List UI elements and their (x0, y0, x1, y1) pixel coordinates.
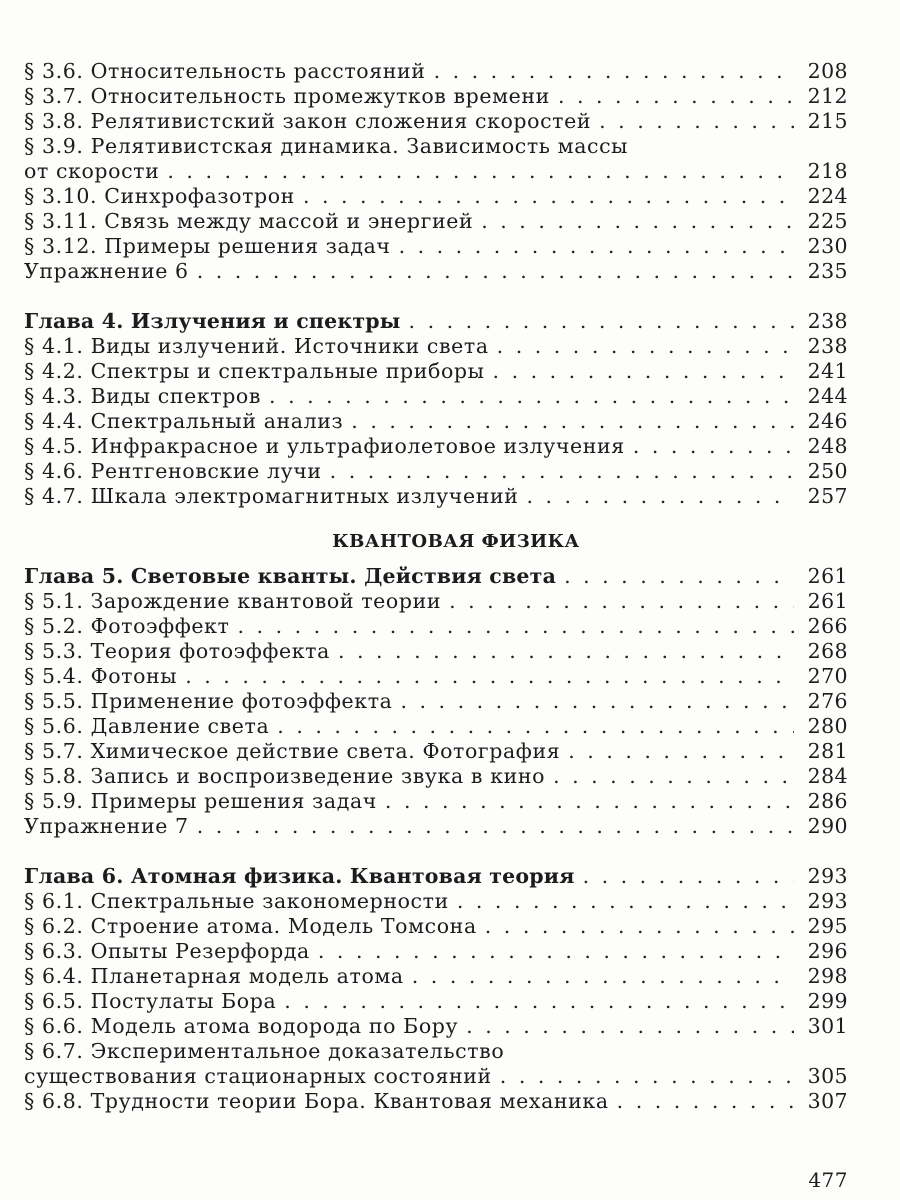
toc-entry-page: 246 (807, 409, 848, 433)
toc-group (24, 564, 848, 839)
toc-entry[interactable] (24, 814, 848, 839)
dot-leader (526, 484, 794, 509)
toc-entry[interactable] (24, 259, 848, 284)
group-spacer (24, 284, 848, 309)
toc-entry-page: 208 (807, 59, 848, 83)
toc-entry-page: 257 (807, 484, 848, 508)
toc-entry-page: 290 (807, 814, 848, 838)
toc-entry-title: § 5.6. Давление света (24, 714, 270, 738)
toc-entry-page: 224 (807, 184, 848, 208)
toc-entry-page: 230 (807, 234, 848, 258)
toc-entry-title: § 6.1. Спектральные закономерности (24, 889, 449, 913)
toc-entry-page: 284 (807, 764, 848, 788)
chapter-heading-title: Глава 5. Световые кванты. Действия света (24, 564, 557, 588)
group-spacer (24, 839, 848, 864)
chapter-heading[interactable] (24, 309, 848, 334)
toc-entry-continuation-page: 218 (807, 159, 848, 183)
toc-entry-title: § 3.6. Относительность расстояний (24, 59, 426, 83)
toc-entry-page: 276 (807, 689, 848, 713)
toc-entry-title: § 5.8. Запись и воспроизведение звука в кино (24, 764, 546, 788)
toc-entry-title: § 6.2. Строение атома. Модель Томсона (24, 914, 477, 938)
dot-leader (400, 689, 794, 714)
dot-leader (500, 1064, 794, 1089)
dot-leader (318, 939, 794, 964)
toc-entry-title: Упражнение 6 (24, 259, 189, 283)
toc-entry-continuation[interactable] (24, 1064, 848, 1089)
dot-leader (338, 639, 794, 664)
toc-entry[interactable] (24, 484, 848, 509)
toc-entry-page: 270 (807, 664, 848, 688)
toc-entry-continuation[interactable] (24, 159, 848, 184)
toc-entry-title: § 3.9. Релятивистская динамика. Зависимость массы (24, 134, 629, 158)
toc-entry[interactable] (24, 109, 848, 134)
toc-entry-page: 241 (807, 359, 848, 383)
toc-entry-page: 225 (807, 209, 848, 233)
toc-entry-title: § 3.7. Относительность промежутков времени (24, 84, 550, 108)
toc-entry-page: 238 (807, 334, 848, 358)
toc-entry-page: 215 (807, 109, 848, 133)
toc-entry-continuation-title: от скорости (24, 159, 160, 183)
toc-entry[interactable] (24, 334, 848, 359)
toc-entry[interactable] (24, 434, 848, 459)
toc-entry-continuation-title: существования стационарных состояний (24, 1064, 492, 1088)
toc-entry-page: 250 (807, 459, 848, 483)
toc-entry[interactable] (24, 989, 848, 1014)
dot-leader (583, 864, 794, 889)
dot-leader (568, 739, 794, 764)
toc-entry-title: § 6.8. Трудности теории Бора. Квантовая механика (24, 1089, 609, 1113)
toc-entry-title: § 6.6. Модель атома водорода по Бору (24, 1014, 459, 1038)
toc-entry[interactable] (24, 664, 848, 689)
toc-entry-page: 268 (807, 639, 848, 663)
toc-entry[interactable] (24, 234, 848, 259)
toc-entry[interactable] (24, 889, 848, 914)
toc-entry[interactable] (24, 384, 848, 409)
toc-entry[interactable] (24, 639, 848, 664)
dot-leader (599, 109, 794, 134)
dot-leader (497, 334, 794, 359)
chapter-heading[interactable] (24, 564, 848, 589)
toc-entry-title: § 4.5. Инфракрасное и ультрафиолетовое излучения (24, 434, 625, 458)
chapter-heading-page: 293 (807, 864, 848, 888)
toc-entry[interactable] (24, 1039, 848, 1064)
toc-entry[interactable] (24, 789, 848, 814)
toc-entry-title: § 4.3. Виды спектров (24, 384, 262, 408)
dot-leader (197, 814, 794, 839)
chapter-heading[interactable] (24, 864, 848, 889)
toc-entry-title: § 6.5. Постулаты Бора (24, 989, 277, 1013)
toc-entry[interactable] (24, 409, 848, 434)
dot-leader (197, 259, 794, 284)
dot-leader (238, 614, 794, 639)
dot-leader (185, 664, 794, 689)
dot-leader (385, 789, 794, 814)
toc-entry-title: Упражнение 7 (24, 814, 189, 838)
toc-entry-title: § 5.2. Фотоэффект (24, 614, 230, 638)
toc-entry-page: 286 (807, 789, 848, 813)
toc-entry[interactable] (24, 134, 848, 159)
toc-entry[interactable] (24, 459, 848, 484)
dot-leader (564, 564, 794, 589)
dot-leader (449, 589, 794, 614)
toc-entry-title: § 5.3. Теория фотоэффекта (24, 639, 330, 663)
toc-entry[interactable] (24, 964, 848, 989)
dot-leader (466, 1014, 794, 1039)
toc-entry-title: § 3.10. Синхрофазотрон (24, 184, 295, 208)
toc-entry-page: 299 (807, 989, 848, 1013)
toc-entry[interactable] (24, 589, 848, 614)
dot-leader (284, 989, 794, 1014)
toc-group (24, 284, 848, 509)
toc-entry[interactable] (24, 914, 848, 939)
toc-entry-page: 296 (807, 939, 848, 963)
toc-entry-title: § 6.3. Опыты Резерфорда (24, 939, 310, 963)
toc-entry-page: 244 (807, 384, 848, 408)
dot-leader (399, 234, 794, 259)
dot-leader (269, 384, 794, 409)
toc-entry-title: § 3.8. Релятивистский закон сложения скоростей (24, 109, 592, 133)
toc-group (24, 59, 848, 284)
toc-entry-page: 281 (807, 739, 848, 763)
dot-leader (558, 84, 794, 109)
dot-leader (633, 434, 794, 459)
dot-leader (409, 309, 794, 334)
toc-entry[interactable] (24, 739, 848, 764)
toc-entry-title: § 5.1. Зарождение квантовой теории (24, 589, 442, 613)
dot-leader (457, 889, 794, 914)
toc-entry-page: 301 (807, 1014, 848, 1038)
toc-entry-page: 235 (807, 259, 848, 283)
toc-entry-title: § 4.6. Рентгеновские лучи (24, 459, 322, 483)
toc-entry-title: § 5.7. Химическое действие света. Фотография (24, 739, 561, 763)
toc-entry-title: § 3.12. Примеры решения задач (24, 234, 391, 258)
toc-entry[interactable] (24, 59, 848, 84)
chapter-heading-title: Глава 6. Атомная физика. Квантовая теория (24, 864, 575, 888)
toc-entry[interactable] (24, 764, 848, 789)
dot-leader (481, 209, 794, 234)
section-title: КВАНТОВАЯ ФИЗИКА (332, 531, 580, 552)
chapter-heading-page: 238 (807, 309, 848, 333)
toc-entry-page: 293 (807, 889, 848, 913)
toc-entry-title: § 4.4. Спектральный анализ (24, 409, 344, 433)
toc-entry-page: 307 (807, 1089, 848, 1113)
toc-entry-title: § 6.4. Планетарная модель атома (24, 964, 404, 988)
dot-leader (493, 359, 794, 384)
toc-entry[interactable] (24, 614, 848, 639)
page-number: 477 (808, 1168, 848, 1192)
toc-entry[interactable] (24, 209, 848, 234)
dot-leader (617, 1089, 794, 1114)
toc-entry-title: § 4.2. Спектры и спектральные приборы (24, 359, 485, 383)
dot-leader (277, 714, 794, 739)
toc-entry-title: § 3.11. Связь между массой и энергией (24, 209, 474, 233)
toc-entry-page: 266 (807, 614, 848, 638)
toc-entry-title: § 6.7. Экспериментальное доказательство (24, 1039, 505, 1063)
toc-entry[interactable] (24, 184, 848, 209)
toc-entry-page: 280 (807, 714, 848, 738)
toc-entry[interactable] (24, 1014, 848, 1039)
toc-entry-page: 248 (807, 434, 848, 458)
toc-entry-title: § 4.1. Виды излучений. Источники света (24, 334, 489, 358)
toc-part-relativity (24, 59, 848, 509)
toc-entry-title: § 5.9. Примеры решения задач (24, 789, 377, 813)
toc-entry[interactable] (24, 939, 848, 964)
toc-entry-page: 298 (807, 964, 848, 988)
toc-entry-title: § 5.4. Фотоны (24, 664, 178, 688)
chapter-heading-title: Глава 4. Излучения и спектры (24, 309, 401, 333)
toc-entry[interactable] (24, 84, 848, 109)
dot-leader (351, 409, 794, 434)
toc-group (24, 839, 848, 1114)
toc-entry-page: 295 (807, 914, 848, 938)
toc-entry-title: § 5.5. Применение фотоэффекта (24, 689, 393, 713)
toc-part-quantum (24, 564, 848, 1114)
toc-entry-page: 212 (807, 84, 848, 108)
toc-entry[interactable] (24, 359, 848, 384)
dot-leader (167, 159, 794, 184)
dot-leader (303, 184, 794, 209)
toc-entry[interactable] (24, 689, 848, 714)
dot-leader (553, 764, 794, 789)
toc-entry[interactable] (24, 714, 848, 739)
dot-leader (485, 914, 794, 939)
dot-leader (412, 964, 794, 989)
toc-entry[interactable] (24, 1089, 848, 1114)
chapter-heading-page: 261 (807, 564, 848, 588)
dot-leader (434, 59, 794, 84)
toc-entry-continuation-page: 305 (807, 1064, 848, 1088)
dot-leader (330, 459, 794, 484)
toc-entry-title: § 4.7. Шкала электромагнитных излучений (24, 484, 519, 508)
toc-entry-page: 261 (807, 589, 848, 613)
